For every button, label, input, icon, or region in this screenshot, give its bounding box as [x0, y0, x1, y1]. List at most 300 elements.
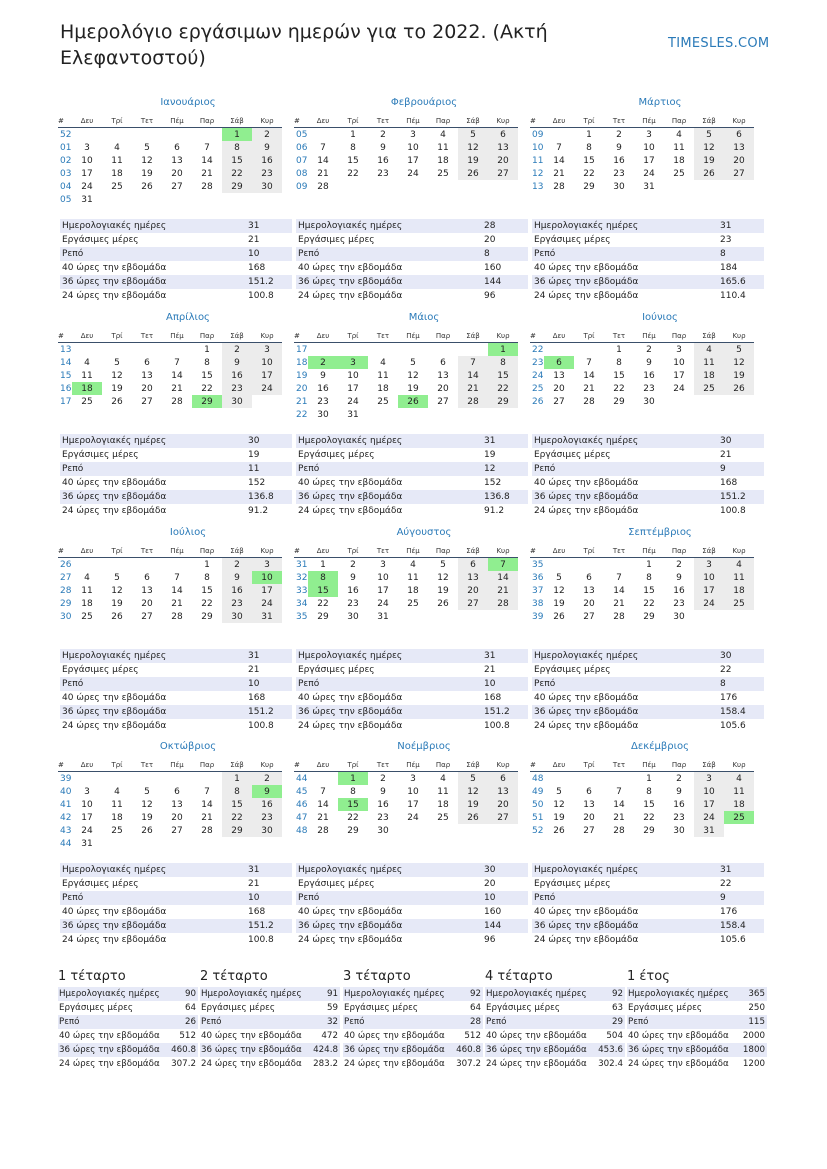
day-cell[interactable]: 9 [252, 141, 282, 154]
day-cell[interactable]: 7 [174, 357, 180, 368]
day-cell[interactable]: 28 [488, 597, 518, 610]
day-cell[interactable]: 10 [673, 357, 685, 368]
day-cell[interactable]: 20 [171, 168, 183, 179]
month-name[interactable]: Φεβρουάριος [390, 97, 458, 108]
day-cell[interactable]: 24 [81, 181, 93, 192]
day-cell[interactable]: 9 [646, 357, 652, 368]
day-cell[interactable]: 20 [141, 598, 153, 609]
day-cell[interactable]: 19 [458, 154, 488, 167]
day-cell[interactable]: 2 [252, 128, 282, 142]
day-cell[interactable]: 4 [724, 772, 754, 786]
day-cell[interactable]: 2 [252, 772, 282, 786]
day-cell[interactable]: 18 [673, 155, 685, 166]
day-cell[interactable]: 26 [553, 825, 565, 836]
day-cell[interactable]: 16 [317, 383, 329, 394]
day-cell[interactable]: 24 [252, 597, 282, 610]
day-cell[interactable]: 23 [613, 168, 625, 179]
day-cell[interactable]: 19 [553, 598, 565, 609]
day-cell[interactable]: 9 [320, 370, 326, 381]
month-name[interactable]: Ιανουάριος [160, 97, 216, 108]
day-cell[interactable]: 11 [81, 370, 93, 381]
day-cell[interactable]: 20 [553, 383, 565, 394]
day-cell[interactable]: 19 [111, 383, 123, 394]
day-cell[interactable]: 6 [586, 786, 592, 797]
day-cell[interactable]: 27 [458, 597, 488, 610]
day-cell[interactable]: 11 [111, 799, 123, 810]
day-cell[interactable]: 5 [410, 357, 416, 368]
day-cell[interactable]: 23 [317, 396, 329, 407]
day-cell[interactable]: 8 [646, 786, 652, 797]
day-cell[interactable]: 22 [201, 598, 213, 609]
day-cell[interactable]: 25 [407, 598, 419, 609]
day-cell[interactable]: 18 [377, 383, 389, 394]
day-cell[interactable]: 15 [583, 155, 595, 166]
day-cell[interactable]: 2 [380, 773, 386, 784]
day-cell[interactable]: 3 [646, 129, 652, 140]
day-cell[interactable]: 7 [320, 142, 326, 153]
day-cell[interactable]: 6 [440, 357, 446, 368]
day-cell[interactable]: 24 [347, 396, 359, 407]
day-cell[interactable]: 28 [201, 181, 213, 192]
day-cell[interactable]: 15 [222, 798, 252, 811]
day-cell[interactable]: 20 [141, 383, 153, 394]
day-cell[interactable]: 7 [458, 356, 488, 369]
day-cell[interactable]: 27 [724, 167, 754, 180]
day-cell[interactable]: 10 [694, 571, 724, 584]
day-cell[interactable]: 7 [174, 572, 180, 583]
day-cell[interactable]: 4 [84, 572, 90, 583]
day-cell[interactable]: 3 [380, 559, 386, 570]
day-cell[interactable]: 8 [586, 142, 592, 153]
day-cell[interactable]: 29 [613, 396, 625, 407]
day-cell[interactable]: 11 [81, 585, 93, 596]
day-cell[interactable]: 21 [613, 598, 625, 609]
day-cell[interactable]: 31 [81, 838, 93, 849]
day-cell[interactable]: 5 [114, 357, 120, 368]
day-cell[interactable]: 8 [204, 572, 210, 583]
day-cell[interactable]: 21 [613, 812, 625, 823]
day-cell[interactable]: 4 [676, 129, 682, 140]
day-cell[interactable]: 11 [407, 572, 419, 583]
day-cell[interactable]: 16 [252, 154, 282, 167]
day-cell[interactable]: 17 [252, 369, 282, 382]
day-cell[interactable]: 20 [488, 154, 518, 167]
day-cell[interactable]: 14 [488, 571, 518, 584]
day-cell[interactable]: 24 [694, 811, 724, 824]
day-cell[interactable]: 13 [171, 799, 183, 810]
day-cell[interactable]: 29 [488, 395, 518, 408]
day-cell[interactable]: 24 [407, 812, 419, 823]
day-cell[interactable]: 10 [81, 799, 93, 810]
day-cell[interactable]: 25 [437, 168, 449, 179]
day-cell[interactable]: 7 [616, 572, 622, 583]
day-cell[interactable]: 27 [488, 811, 518, 824]
day-cell[interactable]: 10 [252, 571, 282, 584]
day-cell[interactable]: 31 [81, 194, 93, 205]
day-cell[interactable]: 14 [613, 799, 625, 810]
day-cell[interactable]: 17 [407, 799, 419, 810]
day-cell[interactable]: 12 [407, 370, 419, 381]
day-cell[interactable]: 22 [347, 812, 359, 823]
day-cell[interactable]: 27 [553, 396, 565, 407]
day-cell[interactable]: 8 [308, 571, 338, 584]
day-cell[interactable]: 5 [144, 786, 150, 797]
day-cell[interactable]: 18 [694, 369, 724, 382]
day-cell[interactable]: 4 [114, 786, 120, 797]
day-cell[interactable]: 13 [583, 585, 595, 596]
day-cell[interactable]: 19 [458, 798, 488, 811]
day-cell[interactable]: 6 [174, 786, 180, 797]
day-cell[interactable]: 17 [81, 812, 93, 823]
day-cell[interactable]: 9 [380, 786, 386, 797]
month-name[interactable]: Ιούλιος [169, 527, 207, 538]
day-cell[interactable]: 30 [347, 611, 359, 622]
day-cell[interactable]: 6 [488, 128, 518, 142]
day-cell[interactable]: 29 [643, 611, 655, 622]
day-cell[interactable]: 9 [252, 785, 282, 798]
day-cell[interactable]: 2 [308, 356, 338, 369]
day-cell[interactable]: 21 [317, 812, 329, 823]
day-cell[interactable]: 4 [724, 558, 754, 572]
day-cell[interactable]: 26 [724, 382, 754, 395]
day-cell[interactable]: 8 [646, 572, 652, 583]
day-cell[interactable]: 25 [377, 396, 389, 407]
day-cell[interactable]: 23 [673, 812, 685, 823]
day-cell[interactable]: 23 [673, 598, 685, 609]
day-cell[interactable]: 1 [222, 128, 252, 142]
day-cell[interactable]: 13 [553, 370, 565, 381]
month-name[interactable]: Ιούνιος [642, 312, 678, 323]
day-cell[interactable]: 20 [458, 584, 488, 597]
day-cell[interactable]: 31 [643, 181, 655, 192]
day-cell[interactable]: 18 [724, 584, 754, 597]
day-cell[interactable]: 5 [114, 572, 120, 583]
day-cell[interactable]: 5 [458, 128, 488, 142]
day-cell[interactable]: 3 [84, 142, 90, 153]
day-cell[interactable]: 28 [317, 825, 329, 836]
day-cell[interactable]: 23 [252, 167, 282, 180]
day-cell[interactable]: 15 [643, 799, 655, 810]
day-cell[interactable]: 11 [673, 142, 685, 153]
day-cell[interactable]: 9 [676, 786, 682, 797]
day-cell[interactable]: 6 [144, 357, 150, 368]
day-cell[interactable]: 17 [347, 383, 359, 394]
day-cell[interactable]: 18 [724, 798, 754, 811]
day-cell[interactable]: 20 [724, 154, 754, 167]
day-cell[interactable]: 22 [222, 811, 252, 824]
day-cell[interactable]: 19 [724, 369, 754, 382]
day-cell[interactable]: 7 [488, 558, 518, 572]
day-cell[interactable]: 29 [201, 611, 213, 622]
day-cell[interactable]: 5 [724, 343, 754, 357]
day-cell[interactable]: 8 [350, 142, 356, 153]
day-cell[interactable]: 30 [613, 181, 625, 192]
day-cell[interactable]: 17 [673, 370, 685, 381]
day-cell[interactable]: 17 [377, 585, 389, 596]
day-cell[interactable]: 25 [111, 181, 123, 192]
day-cell[interactable]: 2 [222, 343, 252, 357]
day-cell[interactable]: 6 [586, 572, 592, 583]
day-cell[interactable]: 13 [171, 155, 183, 166]
day-cell[interactable]: 25 [81, 396, 93, 407]
month-name[interactable]: Απρίλιος [166, 312, 210, 323]
day-cell[interactable]: 10 [347, 370, 359, 381]
month-name[interactable]: Οκτώβριος [159, 741, 217, 752]
day-cell[interactable]: 6 [544, 356, 574, 369]
day-cell[interactable]: 10 [407, 142, 419, 153]
day-cell[interactable]: 4 [380, 357, 386, 368]
day-cell[interactable]: 28 [201, 825, 213, 836]
day-cell[interactable]: 15 [338, 798, 368, 811]
day-cell[interactable]: 25 [111, 825, 123, 836]
day-cell[interactable]: 16 [673, 799, 685, 810]
day-cell[interactable]: 28 [613, 611, 625, 622]
day-cell[interactable]: 4 [440, 129, 446, 140]
day-cell[interactable]: 13 [458, 571, 488, 584]
day-cell[interactable]: 12 [553, 585, 565, 596]
day-cell[interactable]: 13 [141, 370, 153, 381]
day-cell[interactable]: 18 [407, 585, 419, 596]
day-cell[interactable]: 5 [556, 786, 562, 797]
day-cell[interactable]: 22 [317, 598, 329, 609]
day-cell[interactable]: 19 [694, 154, 724, 167]
day-cell[interactable]: 31 [252, 610, 282, 623]
day-cell[interactable]: 14 [201, 155, 213, 166]
day-cell[interactable]: 14 [171, 585, 183, 596]
day-cell[interactable]: 4 [410, 559, 416, 570]
day-cell[interactable]: 14 [458, 369, 488, 382]
day-cell[interactable]: 7 [320, 786, 326, 797]
day-cell[interactable]: 23 [643, 383, 655, 394]
day-cell[interactable]: 1 [204, 559, 210, 570]
day-cell[interactable]: 21 [488, 584, 518, 597]
day-cell[interactable]: 18 [111, 812, 123, 823]
day-cell[interactable]: 26 [553, 611, 565, 622]
day-cell[interactable]: 28 [613, 825, 625, 836]
day-cell[interactable]: 24 [377, 598, 389, 609]
day-cell[interactable]: 6 [458, 558, 488, 572]
day-cell[interactable]: 14 [583, 370, 595, 381]
day-cell[interactable]: 18 [437, 799, 449, 810]
day-cell[interactable]: 11 [437, 142, 449, 153]
day-cell[interactable]: 26 [437, 598, 449, 609]
day-cell[interactable]: 12 [141, 799, 153, 810]
month-name[interactable]: Δεκέμβριος [630, 741, 689, 752]
day-cell[interactable]: 25 [437, 812, 449, 823]
month-name[interactable]: Μάιος [408, 312, 440, 323]
day-cell[interactable]: 5 [694, 128, 724, 142]
day-cell[interactable]: 9 [380, 142, 386, 153]
day-cell[interactable]: 14 [317, 155, 329, 166]
day-cell[interactable]: 18 [437, 155, 449, 166]
day-cell[interactable]: 20 [171, 812, 183, 823]
day-cell[interactable]: 18 [81, 598, 93, 609]
month-name[interactable]: Μάρτιος [638, 97, 682, 108]
day-cell[interactable]: 27 [141, 396, 153, 407]
day-cell[interactable]: 27 [583, 825, 595, 836]
day-cell[interactable]: 14 [201, 799, 213, 810]
day-cell[interactable]: 11 [724, 571, 754, 584]
day-cell[interactable]: 1 [350, 129, 356, 140]
day-cell[interactable]: 16 [252, 798, 282, 811]
day-cell[interactable]: 10 [81, 155, 93, 166]
day-cell[interactable]: 28 [171, 396, 183, 407]
day-cell[interactable]: 9 [616, 142, 622, 153]
month-name[interactable]: Αύγουστος [396, 527, 452, 538]
day-cell[interactable]: 10 [377, 572, 389, 583]
day-cell[interactable]: 19 [141, 168, 153, 179]
day-cell[interactable]: 20 [583, 598, 595, 609]
day-cell[interactable]: 21 [458, 382, 488, 395]
day-cell[interactable]: 15 [308, 584, 338, 597]
day-cell[interactable]: 12 [141, 155, 153, 166]
day-cell[interactable]: 17 [694, 798, 724, 811]
day-cell[interactable]: 20 [488, 798, 518, 811]
day-cell[interactable]: 23 [252, 811, 282, 824]
day-cell[interactable]: 11 [437, 786, 449, 797]
day-cell[interactable]: 10 [407, 786, 419, 797]
day-cell[interactable]: 22 [613, 383, 625, 394]
day-cell[interactable]: 16 [347, 585, 359, 596]
day-cell[interactable]: 29 [222, 180, 252, 193]
day-cell[interactable]: 14 [613, 585, 625, 596]
day-cell[interactable]: 19 [111, 598, 123, 609]
day-cell[interactable]: 28 [583, 396, 595, 407]
day-cell[interactable]: 19 [553, 812, 565, 823]
day-cell[interactable]: 25 [724, 811, 754, 824]
day-cell[interactable]: 1 [204, 344, 210, 355]
day-cell[interactable]: 20 [583, 812, 595, 823]
day-cell[interactable]: 19 [437, 585, 449, 596]
day-cell[interactable]: 1 [338, 772, 368, 786]
day-cell[interactable]: 15 [347, 155, 359, 166]
day-cell[interactable]: 29 [317, 611, 329, 622]
day-cell[interactable]: 10 [252, 356, 282, 369]
day-cell[interactable]: 26 [111, 396, 123, 407]
day-cell[interactable]: 10 [694, 785, 724, 798]
day-cell[interactable]: 1 [488, 343, 518, 357]
day-cell[interactable]: 9 [350, 572, 356, 583]
day-cell[interactable]: 23 [377, 812, 389, 823]
day-cell[interactable]: 3 [410, 773, 416, 784]
day-cell[interactable]: 30 [673, 611, 685, 622]
day-cell[interactable]: 26 [398, 395, 428, 408]
day-cell[interactable]: 27 [171, 181, 183, 192]
day-cell[interactable]: 1 [646, 773, 652, 784]
day-cell[interactable]: 4 [694, 343, 724, 357]
day-cell[interactable]: 15 [201, 370, 213, 381]
day-cell[interactable]: 7 [556, 142, 562, 153]
day-cell[interactable]: 22 [201, 383, 213, 394]
day-cell[interactable]: 18 [111, 168, 123, 179]
day-cell[interactable]: 28 [317, 181, 329, 192]
day-cell[interactable]: 30 [377, 825, 389, 836]
day-cell[interactable]: 3 [676, 344, 682, 355]
day-cell[interactable]: 23 [347, 598, 359, 609]
day-cell[interactable]: 16 [377, 155, 389, 166]
day-cell[interactable]: 21 [317, 168, 329, 179]
day-cell[interactable]: 3 [338, 356, 368, 369]
day-cell[interactable]: 2 [616, 129, 622, 140]
day-cell[interactable]: 7 [204, 142, 210, 153]
day-cell[interactable]: 29 [583, 181, 595, 192]
day-cell[interactable]: 8 [222, 785, 252, 798]
day-cell[interactable]: 12 [458, 141, 488, 154]
day-cell[interactable]: 29 [222, 824, 252, 837]
day-cell[interactable]: 4 [84, 357, 90, 368]
day-cell[interactable]: 24 [81, 825, 93, 836]
day-cell[interactable]: 8 [350, 786, 356, 797]
day-cell[interactable]: 3 [410, 129, 416, 140]
day-cell[interactable]: 14 [553, 155, 565, 166]
day-cell[interactable]: 15 [222, 154, 252, 167]
day-cell[interactable]: 2 [222, 558, 252, 572]
day-cell[interactable]: 26 [141, 825, 153, 836]
day-cell[interactable]: 3 [694, 772, 724, 786]
day-cell[interactable]: 29 [643, 825, 655, 836]
day-cell[interactable]: 30 [317, 409, 329, 420]
day-cell[interactable]: 8 [222, 141, 252, 154]
day-cell[interactable]: 27 [583, 611, 595, 622]
day-cell[interactable]: 11 [694, 356, 724, 369]
day-cell[interactable]: 22 [643, 812, 655, 823]
day-cell[interactable]: 14 [171, 370, 183, 381]
day-cell[interactable]: 30 [673, 825, 685, 836]
day-cell[interactable]: 27 [437, 396, 449, 407]
day-cell[interactable]: 21 [553, 168, 565, 179]
day-cell[interactable]: 24 [694, 597, 724, 610]
day-cell[interactable]: 13 [488, 141, 518, 154]
day-cell[interactable]: 1 [320, 559, 326, 570]
day-cell[interactable]: 9 [222, 571, 252, 584]
day-cell[interactable]: 13 [724, 141, 754, 154]
day-cell[interactable]: 24 [407, 168, 419, 179]
day-cell[interactable]: 8 [204, 357, 210, 368]
day-cell[interactable]: 27 [141, 611, 153, 622]
month-name[interactable]: Νοέμβριος [397, 741, 451, 752]
day-cell[interactable]: 16 [377, 799, 389, 810]
day-cell[interactable]: 30 [222, 395, 252, 408]
day-cell[interactable]: 31 [377, 611, 389, 622]
day-cell[interactable]: 5 [556, 572, 562, 583]
day-cell[interactable]: 28 [458, 395, 488, 408]
day-cell[interactable]: 29 [347, 825, 359, 836]
day-cell[interactable]: 25 [694, 382, 724, 395]
day-cell[interactable]: 28 [171, 611, 183, 622]
day-cell[interactable]: 7 [204, 786, 210, 797]
day-cell[interactable]: 2 [676, 773, 682, 784]
day-cell[interactable]: 7 [586, 357, 592, 368]
day-cell[interactable]: 18 [72, 382, 102, 395]
day-cell[interactable]: 16 [222, 369, 252, 382]
day-cell[interactable]: 11 [377, 370, 389, 381]
day-cell[interactable]: 12 [458, 785, 488, 798]
day-cell[interactable]: 21 [201, 812, 213, 823]
day-cell[interactable]: 8 [616, 357, 622, 368]
day-cell[interactable]: 6 [144, 572, 150, 583]
day-cell[interactable]: 9 [676, 572, 682, 583]
day-cell[interactable]: 23 [377, 168, 389, 179]
brand-logo[interactable]: TIMESLES.COM [668, 36, 770, 51]
day-cell[interactable]: 5 [440, 559, 446, 570]
day-cell[interactable]: 12 [724, 356, 754, 369]
day-cell[interactable]: 3 [252, 558, 282, 572]
day-cell[interactable]: 2 [676, 559, 682, 570]
day-cell[interactable]: 3 [694, 558, 724, 572]
day-cell[interactable]: 26 [141, 181, 153, 192]
day-cell[interactable]: 2 [646, 344, 652, 355]
day-cell[interactable]: 13 [583, 799, 595, 810]
